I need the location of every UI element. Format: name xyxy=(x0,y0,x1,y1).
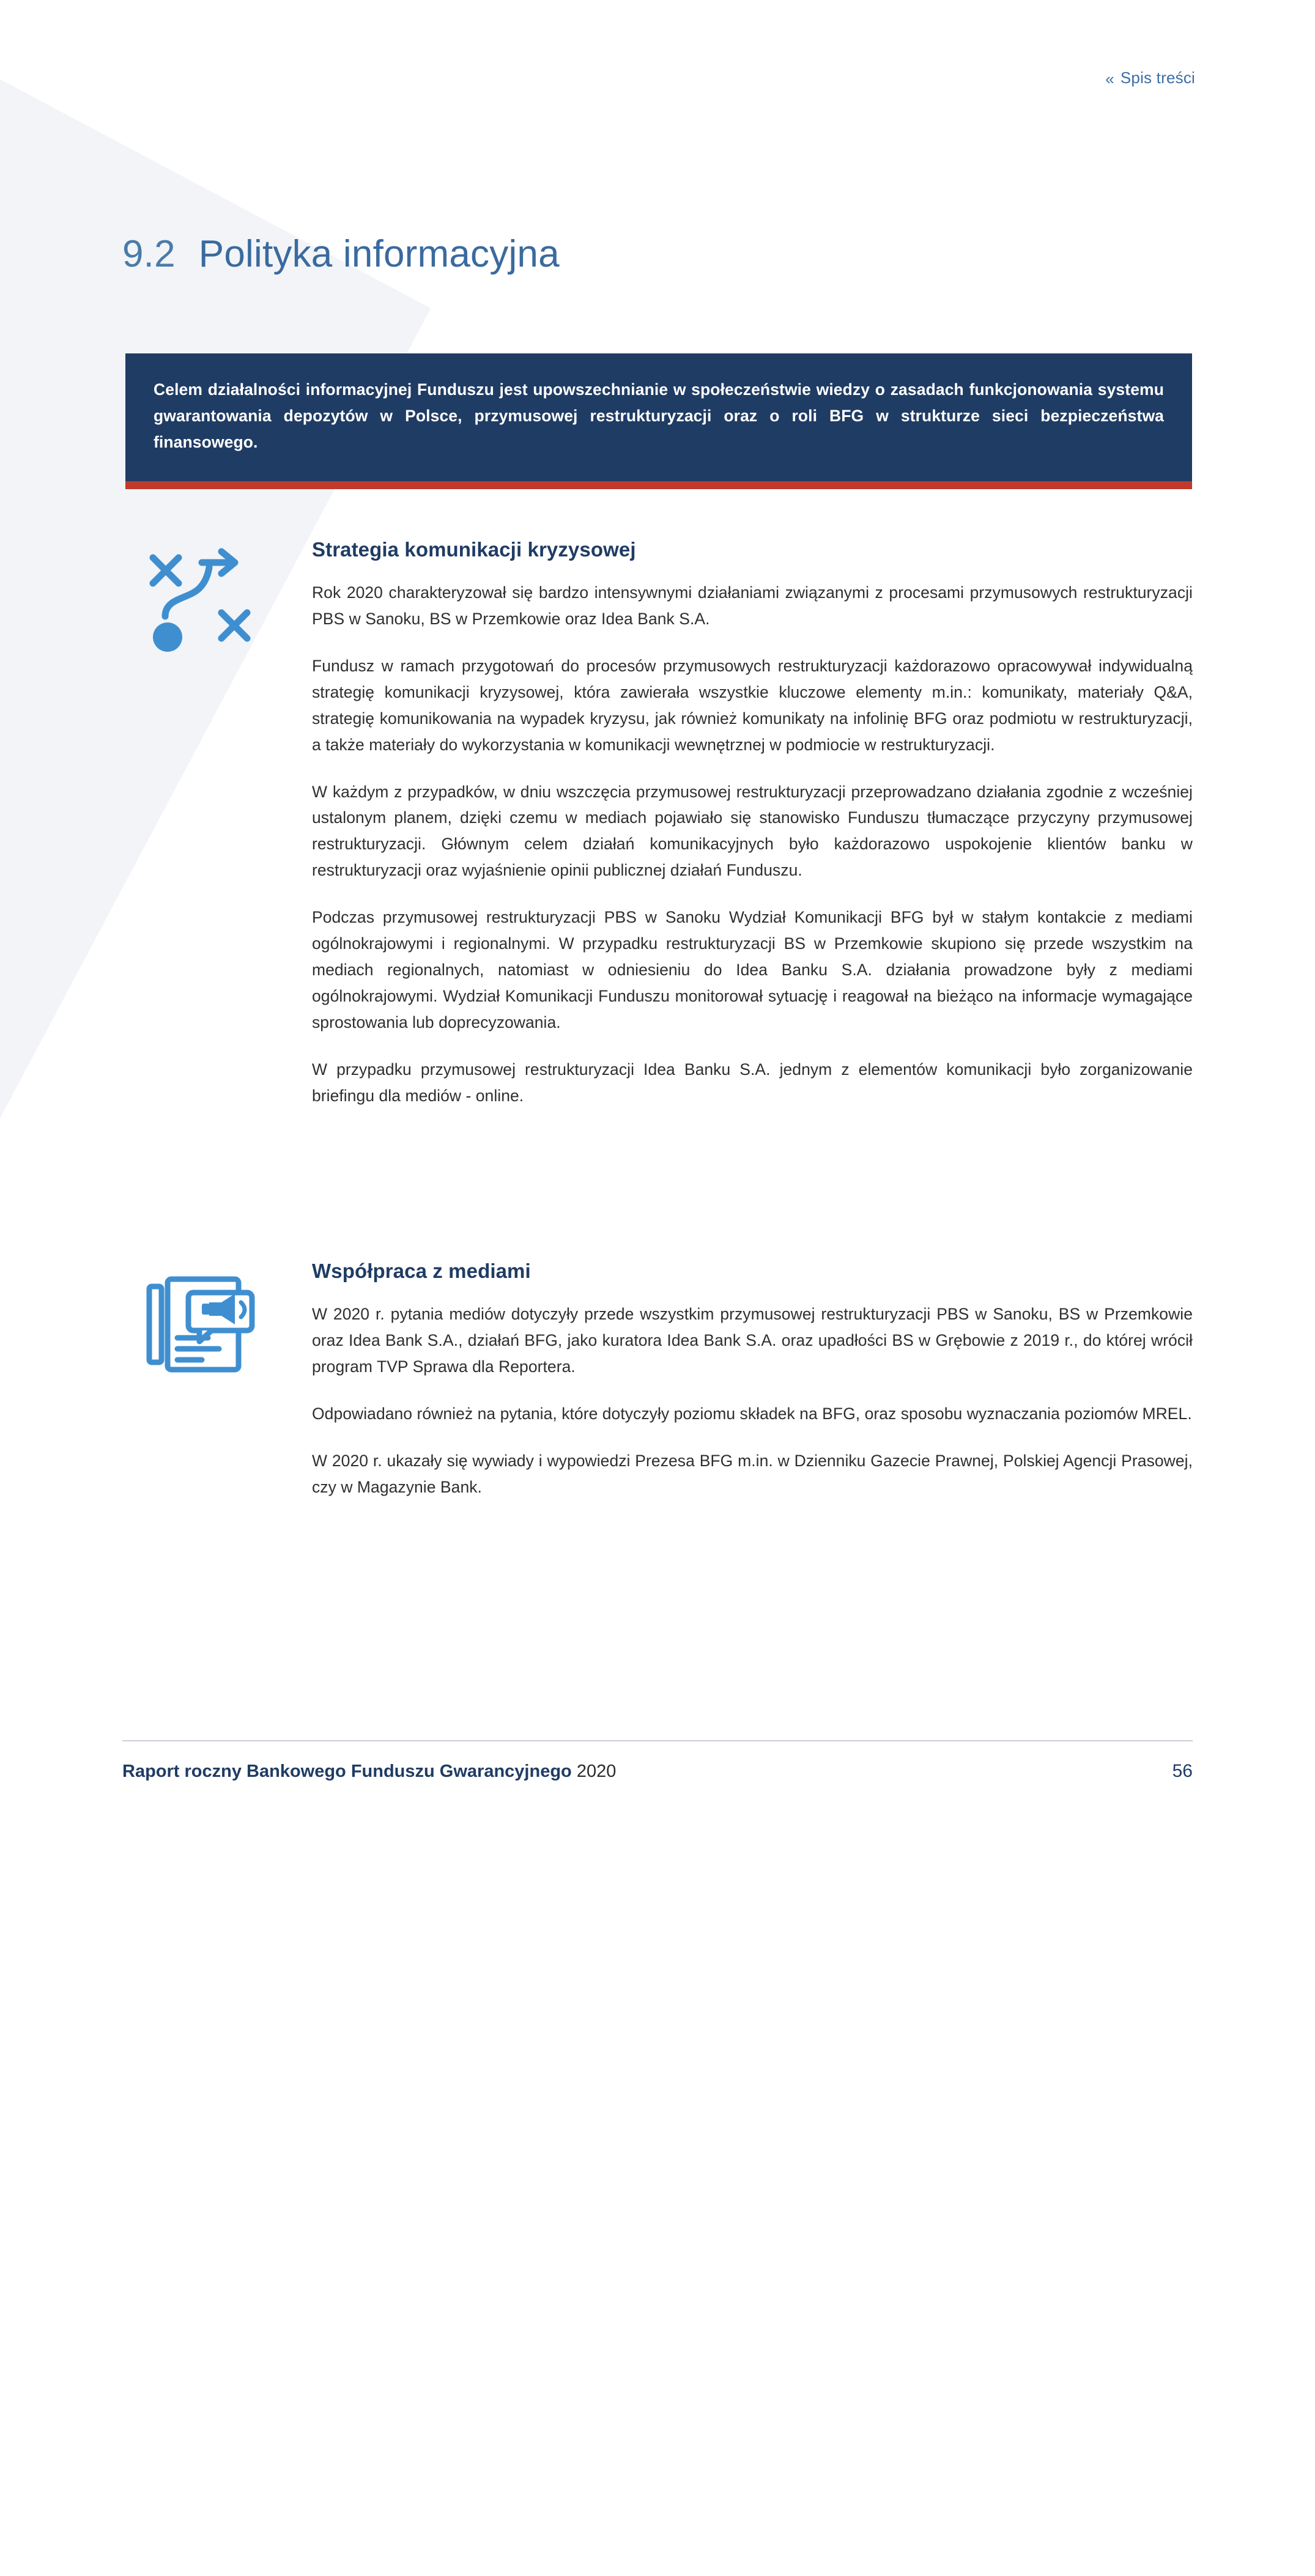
footer-divider xyxy=(122,1740,1193,1741)
page-footer xyxy=(122,1761,1193,1782)
page-number: 56 xyxy=(1172,1761,1193,1781)
section-heading: Strategia komunikacji kryzysowej xyxy=(312,538,636,561)
section-title: Polityka informacyjna xyxy=(198,233,560,275)
section-number: 9.2 xyxy=(122,233,176,275)
paragraph: W 2020 r. ukazały się wywiady i wypowiedzi Prezesa BFG m.in. w Dzienniku Gazecie Prawnej, Polskiej Agencji Prasowej, czy w Magazynie Bank. xyxy=(312,1451,1193,1496)
footer-report-name: Raport roczny Bankowego Funduszu Gwarancyjnego xyxy=(122,1762,572,1781)
paragraph: Podczas przymusowej restrukturyzacji PBS w Sanoku Wydział Komunikacji BFG był w stałym kontakcie z mediami ogólnokrajowymi i regionalnymi. W przypadku restrukturyzacji BS w Przemkowie skupiono się przede wszystkim na mediach regionalnych, natomiast w odniesieniu do Idea Banku S.A. działania prowadzone były z mediami ogólnokrajowymi. Wydział Komunikacji Funduszu monitorował sytuację i reagował na bieżąco na informacje wymagające sprostowania lub doprecyzowania. xyxy=(312,908,1193,1032)
callout-text: Celem działalności informacyjnej Funduszu jest upowszechnianie w społeczeństwie wiedzy o zasadach funkcjonowania systemu gwarantowania depozytów w Polsce, przymusowej restrukturyzacji oraz o roli BFG w strukturze sieci bezpieczeństwa finansowego. xyxy=(154,380,1164,451)
page-title xyxy=(122,232,560,276)
callout-box xyxy=(125,353,1192,489)
paragraph: Odpowiadano również na pytania, które dotyczyły poziomu składek na BFG, oraz sposobu wyznaczania poziomów MREL. xyxy=(312,1404,1192,1423)
footer-title xyxy=(122,1762,616,1782)
media-megaphone-icon xyxy=(141,1266,263,1388)
strategy-arrows-icon xyxy=(141,544,263,666)
footer-year: 2020 xyxy=(576,1762,617,1781)
paragraph: Fundusz w ramach przygotowań do procesów przymusowych restrukturyzacji każdorazowo opracowywał indywidualną strategię komunikacji kryzysowej, która zawierała wszystkie kluczowe elementy m.in.: komunikaty, materiały Q&A, strategię komunikowania na wypadek kryzysu, jak również komunikaty na infolinię BFG oraz podmiotu w restrukturyzacji, a także materiały do wykorzystania w komunikacji wewnętrznej w podmiocie w restrukturyzacji. xyxy=(312,656,1193,754)
section-crisis-communication xyxy=(125,538,1193,1109)
table-of-contents-link[interactable] xyxy=(1105,68,1195,87)
section-media-cooperation xyxy=(125,1260,1193,1500)
paragraph: Rok 2020 charakteryzował się bardzo intensywnymi działaniami związanymi z procesami przymusowych restrukturyzacji PBS w Sanoku, BS w Przemkowie oraz Idea Bank S.A. xyxy=(312,583,1193,628)
paragraph: W 2020 r. pytania mediów dotyczyły przede wszystkim przymusowej restrukturyzacji PBS w Sanoku, BS w Przemkowie oraz Idea Bank S.A., działań BFG, jako kuratora Idea Bank S.A. oraz upadłości BS w Grębowie z 2019 r., do której wrócił program TVP Sprawa dla Reportera. xyxy=(312,1305,1193,1376)
double-chevron-left-icon: « xyxy=(1105,69,1114,88)
table-of-contents-label: Spis treści xyxy=(1120,68,1195,87)
section-heading: Współpraca z mediami xyxy=(312,1260,531,1282)
paragraph: W każdym z przypadków, w dniu wszczęcia przymusowej restrukturyzacji przeprowadzano działania zgodnie z wcześniej ustalonym planem, dzięki czemu w mediach pojawiało się stanowisko Funduszu tłumaczące przyczyny przymusowej restrukturyzacji. Głównym celem działań komunikacyjnych było każdorazowo uspokojenie klientów banku w restrukturyzacji oraz wyjaśnienie opinii publicznej działań Funduszu. xyxy=(312,782,1193,880)
paragraph: W przypadku przymusowej restrukturyzacji Idea Banku S.A. jednym z elementów komunikacji było zorganizowanie briefingu dla mediów - online. xyxy=(312,1060,1193,1105)
section-body xyxy=(312,538,1193,1109)
section-body xyxy=(312,1260,1193,1500)
